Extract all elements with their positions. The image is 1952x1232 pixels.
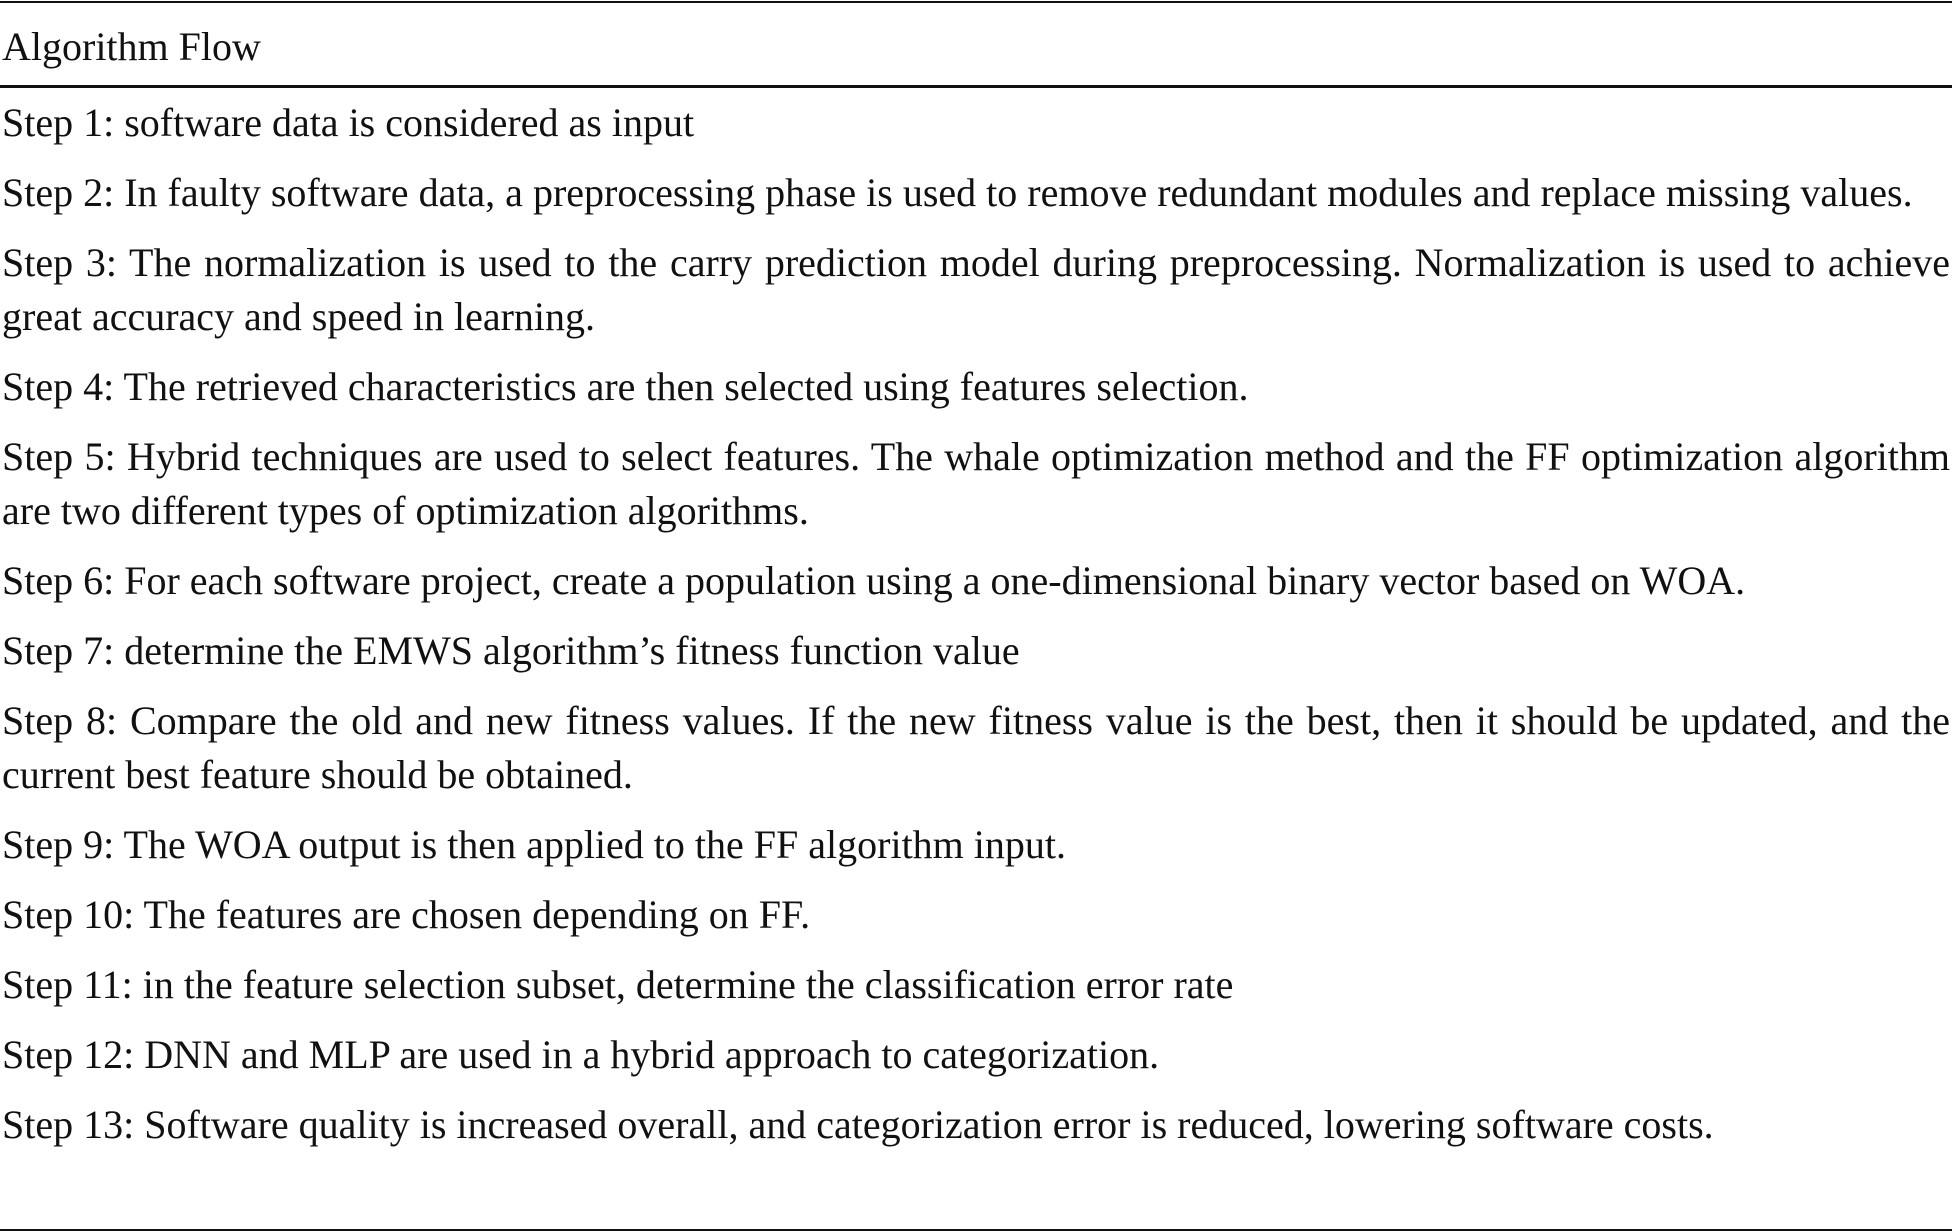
step-2: Step 2: In faulty software data, a preprocessing phase is used to remove redundant modules and replace missing values.	[2, 170, 1913, 215]
step-list	[2, 96, 1950, 1168]
table-bottom-rule	[0, 1229, 1952, 1231]
step-1: Step 1: software data is considered as input	[2, 100, 695, 145]
step-5: Step 5: Hybrid techniques are used to select features. The whale optimization method and the FF optimization algorithm are two different types of optimization algorithms.	[2, 434, 1950, 533]
step-11: Step 11: in the feature selection subset, determine the classification error rate	[2, 962, 1234, 1007]
step-7: Step 7: determine the EMWS algorithm’s fitness function value	[2, 628, 1020, 673]
step-3: Step 3: The normalization is used to the carry prediction model during preprocessing. Normalization is used to achieve great accuracy and speed in learning.	[2, 240, 1950, 339]
step-10: Step 10: The features are chosen depending on FF.	[2, 892, 811, 937]
step-8: Step 8: Compare the old and new fitness values. If the new fitness value is the best, then it should be updated, and the current best feature should be obtained.	[2, 698, 1950, 797]
step-12: Step 12: DNN and MLP are used in a hybrid approach to categorization.	[2, 1032, 1160, 1077]
table-top-rule	[0, 1, 1952, 3]
table-header-rule	[0, 85, 1952, 88]
step-4: Step 4: The retrieved characteristics are then selected using features selection.	[2, 364, 1249, 409]
step-9: Step 9: The WOA output is then applied to the FF algorithm input.	[2, 822, 1067, 867]
step-6: Step 6: For each software project, create a population using a one-dimensional binary vector based on WOA.	[2, 558, 1746, 603]
step-13: Step 13: Software quality is increased overall, and categorization error is reduced, lowering software costs.	[2, 1102, 1714, 1147]
table-header: Algorithm Flow	[2, 24, 261, 69]
